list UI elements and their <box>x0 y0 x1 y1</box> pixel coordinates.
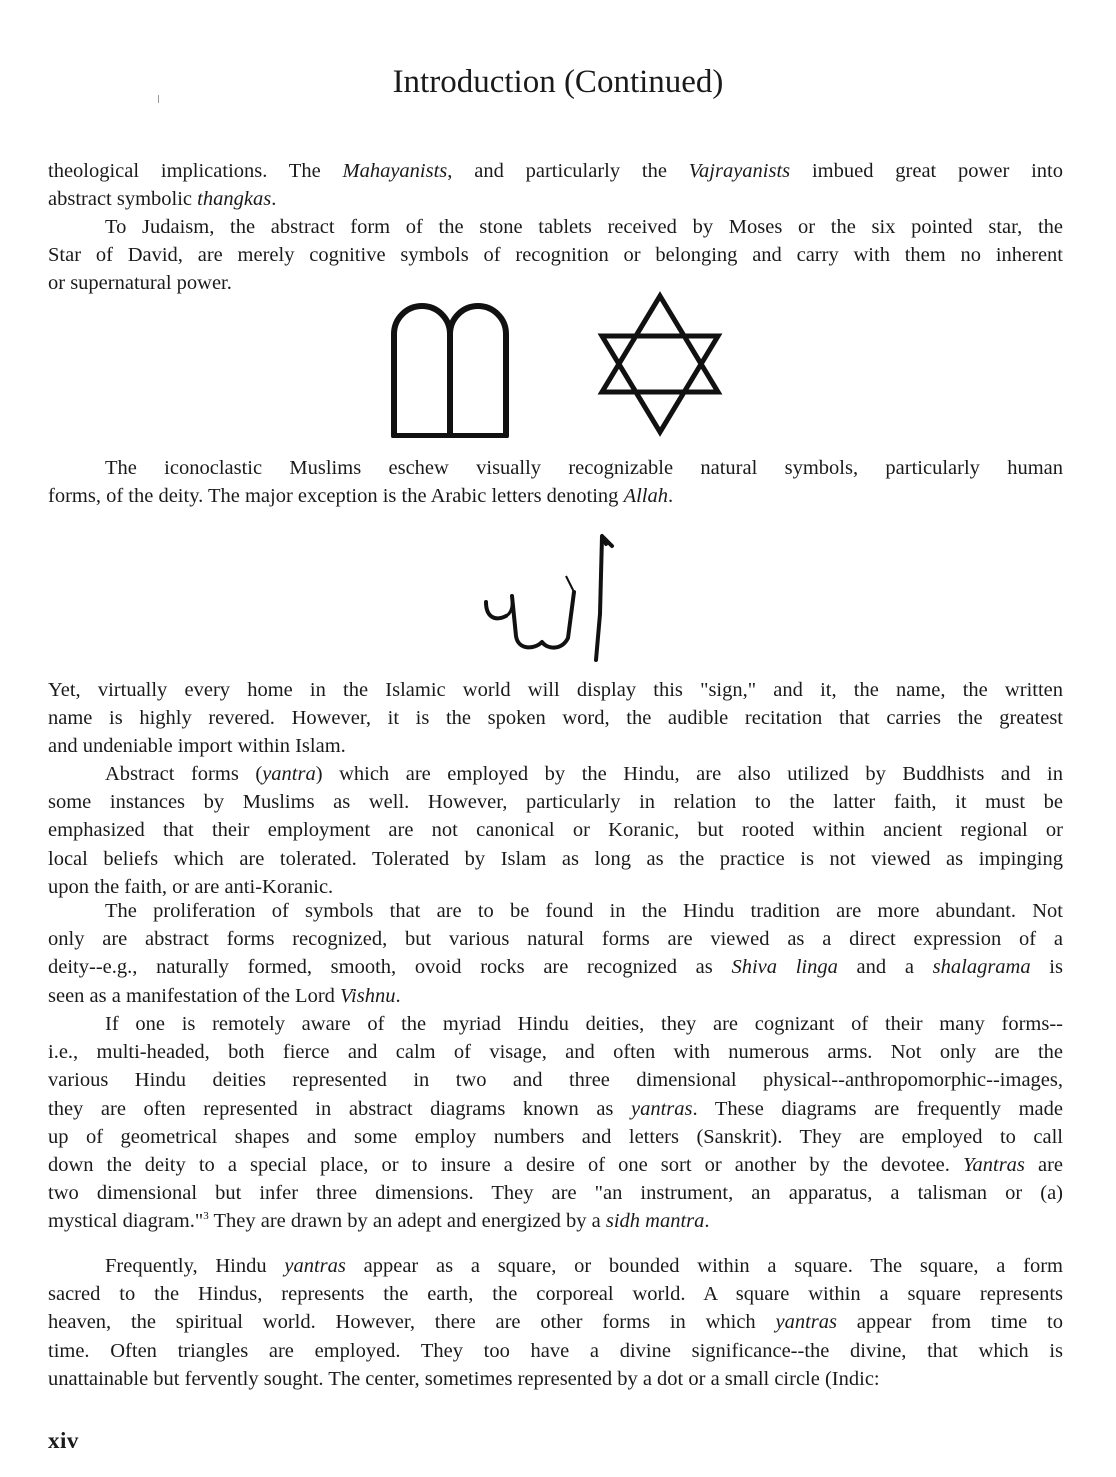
scan-artifact <box>158 95 159 103</box>
star-of-david-icon <box>596 290 726 438</box>
paragraph-5 <box>48 760 1063 901</box>
stone-tablets-icon <box>388 290 512 438</box>
italic-term: sidh mantra <box>605 1210 705 1233</box>
paragraph-7 <box>48 1010 1063 1236</box>
italic-term: Mahayanists <box>342 160 448 182</box>
text-line: and undeniable import within Islam. <box>48 735 346 758</box>
text-line: sacred to the Hindus, represents the earth, the corporeal world. A square within a square represents <box>48 1283 1063 1306</box>
italic-term: yantras <box>631 1097 693 1120</box>
page-title: Introduction (Continued) <box>392 64 724 100</box>
italic-term: Shiva linga <box>731 956 838 979</box>
star-of-david-figure <box>596 290 726 443</box>
italic-term: Vishnu <box>340 984 396 1007</box>
text-line: up of geometrical shapes and some employ numbers and letters (Sanskrit). They are employed to call <box>48 1125 1063 1148</box>
paragraph-2 <box>48 213 1063 298</box>
text-line: Frequently, Hindu yantras appear as a square, or bounded within a square. The square, a form <box>105 1255 1063 1277</box>
text-line: down the deity to a special place, or to insure a desire of one sort or another by the devotee. Yantras are <box>48 1153 1063 1176</box>
allah-calligraphy-figure <box>478 524 638 669</box>
footnote-ref: 3 <box>203 1210 209 1223</box>
text-line: only are abstract forms recognized, but various natural forms are viewed as a direct expression of a <box>48 928 1063 951</box>
paragraph-3 <box>48 454 1063 510</box>
paragraph-1 <box>48 157 1063 213</box>
text-line: mystical diagram."$^3$ They are drawn by an adept and energized by a sidh mantra. <box>48 1210 710 1233</box>
text-line: various Hindu deities represented in two and three dimensional physical--anthropomorphic--images, <box>48 1069 1063 1092</box>
italic-term: yantras <box>284 1255 346 1277</box>
italic-term: yantras <box>775 1311 837 1334</box>
text-line: abstract symbolic thangkas. <box>48 188 277 211</box>
text-line: or supernatural power. <box>48 272 232 295</box>
text-line: theological implications. The Mahayanists, and particularly the Vajrayanists imbued great power into <box>48 160 1063 182</box>
stone-tablets-figure <box>388 290 512 443</box>
text-line: local beliefs which are tolerated. Tolerated by Islam as long as the practice is not viewed as impinging <box>48 847 1063 870</box>
text-line: they are often represented in abstract diagrams known as yantras. These diagrams are frequently made <box>48 1097 1063 1120</box>
text-line: The iconoclastic Muslims eschew visually recognizable natural symbols, particularly human <box>105 457 1063 479</box>
text-line: Star of David, are merely cognitive symbols of recognition or belonging and carry with them no inherent <box>48 244 1063 267</box>
italic-term: Yantras <box>962 1153 1025 1176</box>
text-line: heaven, the spiritual world. However, there are other forms in which yantras appear from time to <box>48 1311 1063 1334</box>
text-line: seen as a manifestation of the Lord Vishnu. <box>48 984 401 1007</box>
text-line: forms, of the deity. The major exception is the Arabic letters denoting Allah. <box>48 485 674 508</box>
italic-term: Allah <box>623 485 668 508</box>
allah-calligraphy-icon <box>478 524 638 664</box>
text-line: Abstract forms (yantra) which are employed by the Hindu, are also utilized by Buddhists and in <box>105 763 1063 785</box>
text-line: If one is remotely aware of the myriad Hindu deities, they are cognizant of their many forms-- <box>105 1013 1063 1035</box>
text-line: upon the faith, or are anti-Koranic. <box>48 875 334 898</box>
paragraph-8 <box>48 1252 1063 1393</box>
italic-term: thangkas <box>197 188 272 211</box>
paragraph-6 <box>48 897 1063 1010</box>
text-line: unattainable but fervently sought. The center, sometimes represented by a dot or a small circle (Indic: <box>48 1367 880 1390</box>
text-line: Yet, virtually every home in the Islamic world will display this "sign," and it, the name, the written <box>48 679 1063 701</box>
page-number: xiv <box>48 1428 79 1453</box>
text-line: To Judaism, the abstract form of the stone tablets received by Moses or the six pointed star, the <box>105 216 1063 238</box>
italic-term: shalagrama <box>932 956 1031 979</box>
paragraph-4 <box>48 676 1063 761</box>
text-line: some instances by Muslims as well. However, particularly in relation to the latter faith, it must be <box>48 791 1063 814</box>
text-line: time. Often triangles are employed. They too have a divine significance--the divine, that which is <box>48 1339 1063 1362</box>
text-line: name is highly revered. However, it is the spoken word, the audible recitation that carries the greatest <box>48 707 1063 730</box>
text-line: emphasized that their employment are not canonical or Koranic, but rooted within ancient regional or <box>48 819 1063 842</box>
italic-term: yantra <box>262 763 316 785</box>
text-line: deity--e.g., naturally formed, smooth, ovoid rocks are recognized as Shiva linga and a shalagrama is <box>48 956 1063 979</box>
italic-term: Vajrayanists <box>688 160 791 182</box>
text-line: i.e., multi-headed, both fierce and calm of visage, and often with numerous arms. Not only are the <box>48 1041 1063 1064</box>
text-line: The proliferation of symbols that are to be found in the Hindu tradition are more abundant. Not <box>105 900 1063 922</box>
text-line: two dimensional but infer three dimensions. They are "an instrument, an apparatus, a talisman or (a) <box>48 1182 1063 1205</box>
